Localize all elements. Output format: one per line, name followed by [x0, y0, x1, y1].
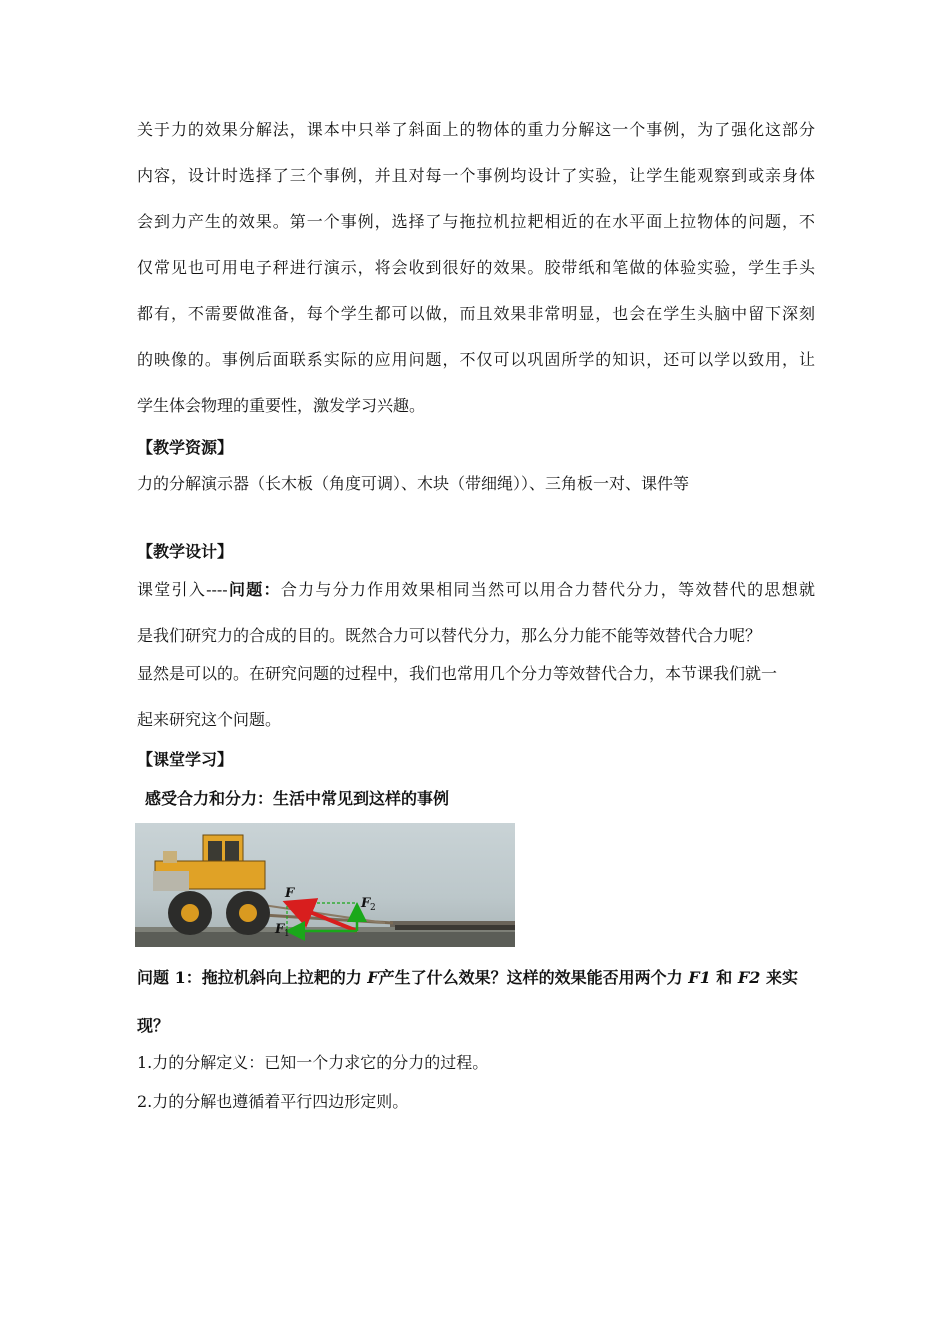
label-f1-subscript: 1	[284, 929, 290, 939]
point-1: 1.力的分解定义：已知一个力求它的分力的过程。	[137, 1053, 489, 1072]
label-f1: F	[275, 922, 285, 937]
design-heading: 【教学设计】	[137, 542, 234, 561]
design-line-3: 显然是可以的。在研究问题的过程中，我们也常用几个分力等效替代合力，本节课我们就一	[137, 664, 778, 683]
question-mid: 产生了什么效果？这样的效果能否用两个力	[378, 968, 689, 987]
resources-heading: 【教学资源】	[137, 438, 234, 457]
paragraph-line-5: 都有，不需要做准备，每个学生都可以做，而且效果非常明显，也会在学生头脑中留下深刻	[137, 304, 815, 323]
paragraph-line-6: 的映像的。事例后面联系实际的应用问题，不仅可以巩固所学的知识，还可以学以致用，让	[137, 350, 815, 369]
paragraph-line-2: 内容，设计时选择了三个事例，并且对每一个事例均设计了实验，让学生能观察到或亲身体	[137, 166, 815, 185]
paragraph-line-1: 关于力的效果分解法，课本中只举了斜面上的物体的重力分解这一个事例，为了强化这部分	[137, 120, 815, 139]
resources-text: 力的分解演示器（长木板（角度可调）、木块（带细绳））、三角板一对、课件等	[137, 474, 690, 493]
design-line-4: 起来研究这个问题。	[137, 710, 282, 729]
intro-rest: 合力与分力作用效果相同当然可以用合力替代分力，等效替代的思想就	[280, 580, 815, 599]
question-end: 来实	[760, 968, 798, 987]
question-1-line-1	[137, 968, 798, 988]
paragraph-line-7: 学生体会物理的重要性，激发学习兴趣。	[137, 396, 426, 415]
paragraph-line-3: 会到力产生的效果。第一个事例，选择了与拖拉机拉耙相近的在水平面上拉物体的问题，不	[137, 212, 815, 231]
point-2: 2.力的分解也遵循着平行四边形定则。	[137, 1092, 409, 1111]
label-f2: F	[361, 896, 371, 911]
label-f2-subscript: 2	[370, 903, 376, 913]
design-line-2: 是我们研究力的合成的目的。既然合力可以替代分力，那么分力能不能等效替代合力呢？	[137, 626, 762, 645]
question-force-f2: F2	[737, 968, 761, 987]
question-force-f: F	[367, 968, 379, 987]
question-force-f1: F1	[688, 968, 711, 987]
label-f: F	[285, 886, 295, 901]
question-1-line-2: 现？	[137, 1016, 170, 1035]
classroom-heading: 【课堂学习】	[137, 750, 234, 769]
question-and: 和	[710, 968, 738, 987]
paragraph-line-4: 仅常见也可用电子秤进行演示，将会收到很好的效果。胶带纸和笔做的体验实验，学生手头	[137, 258, 815, 277]
question-prefix: 问题 1：拖拉机斜向上拉耙的力	[137, 968, 368, 987]
intro-prefix: 课堂引入----	[137, 580, 228, 599]
tractor-force-figure	[135, 823, 515, 947]
tractor-figure-svg	[135, 823, 515, 947]
design-intro-line	[137, 580, 815, 600]
classroom-subheading: 感受合力和分力：生活中常见到这样的事例	[145, 789, 450, 808]
intro-question-label: 问题：	[227, 580, 281, 599]
